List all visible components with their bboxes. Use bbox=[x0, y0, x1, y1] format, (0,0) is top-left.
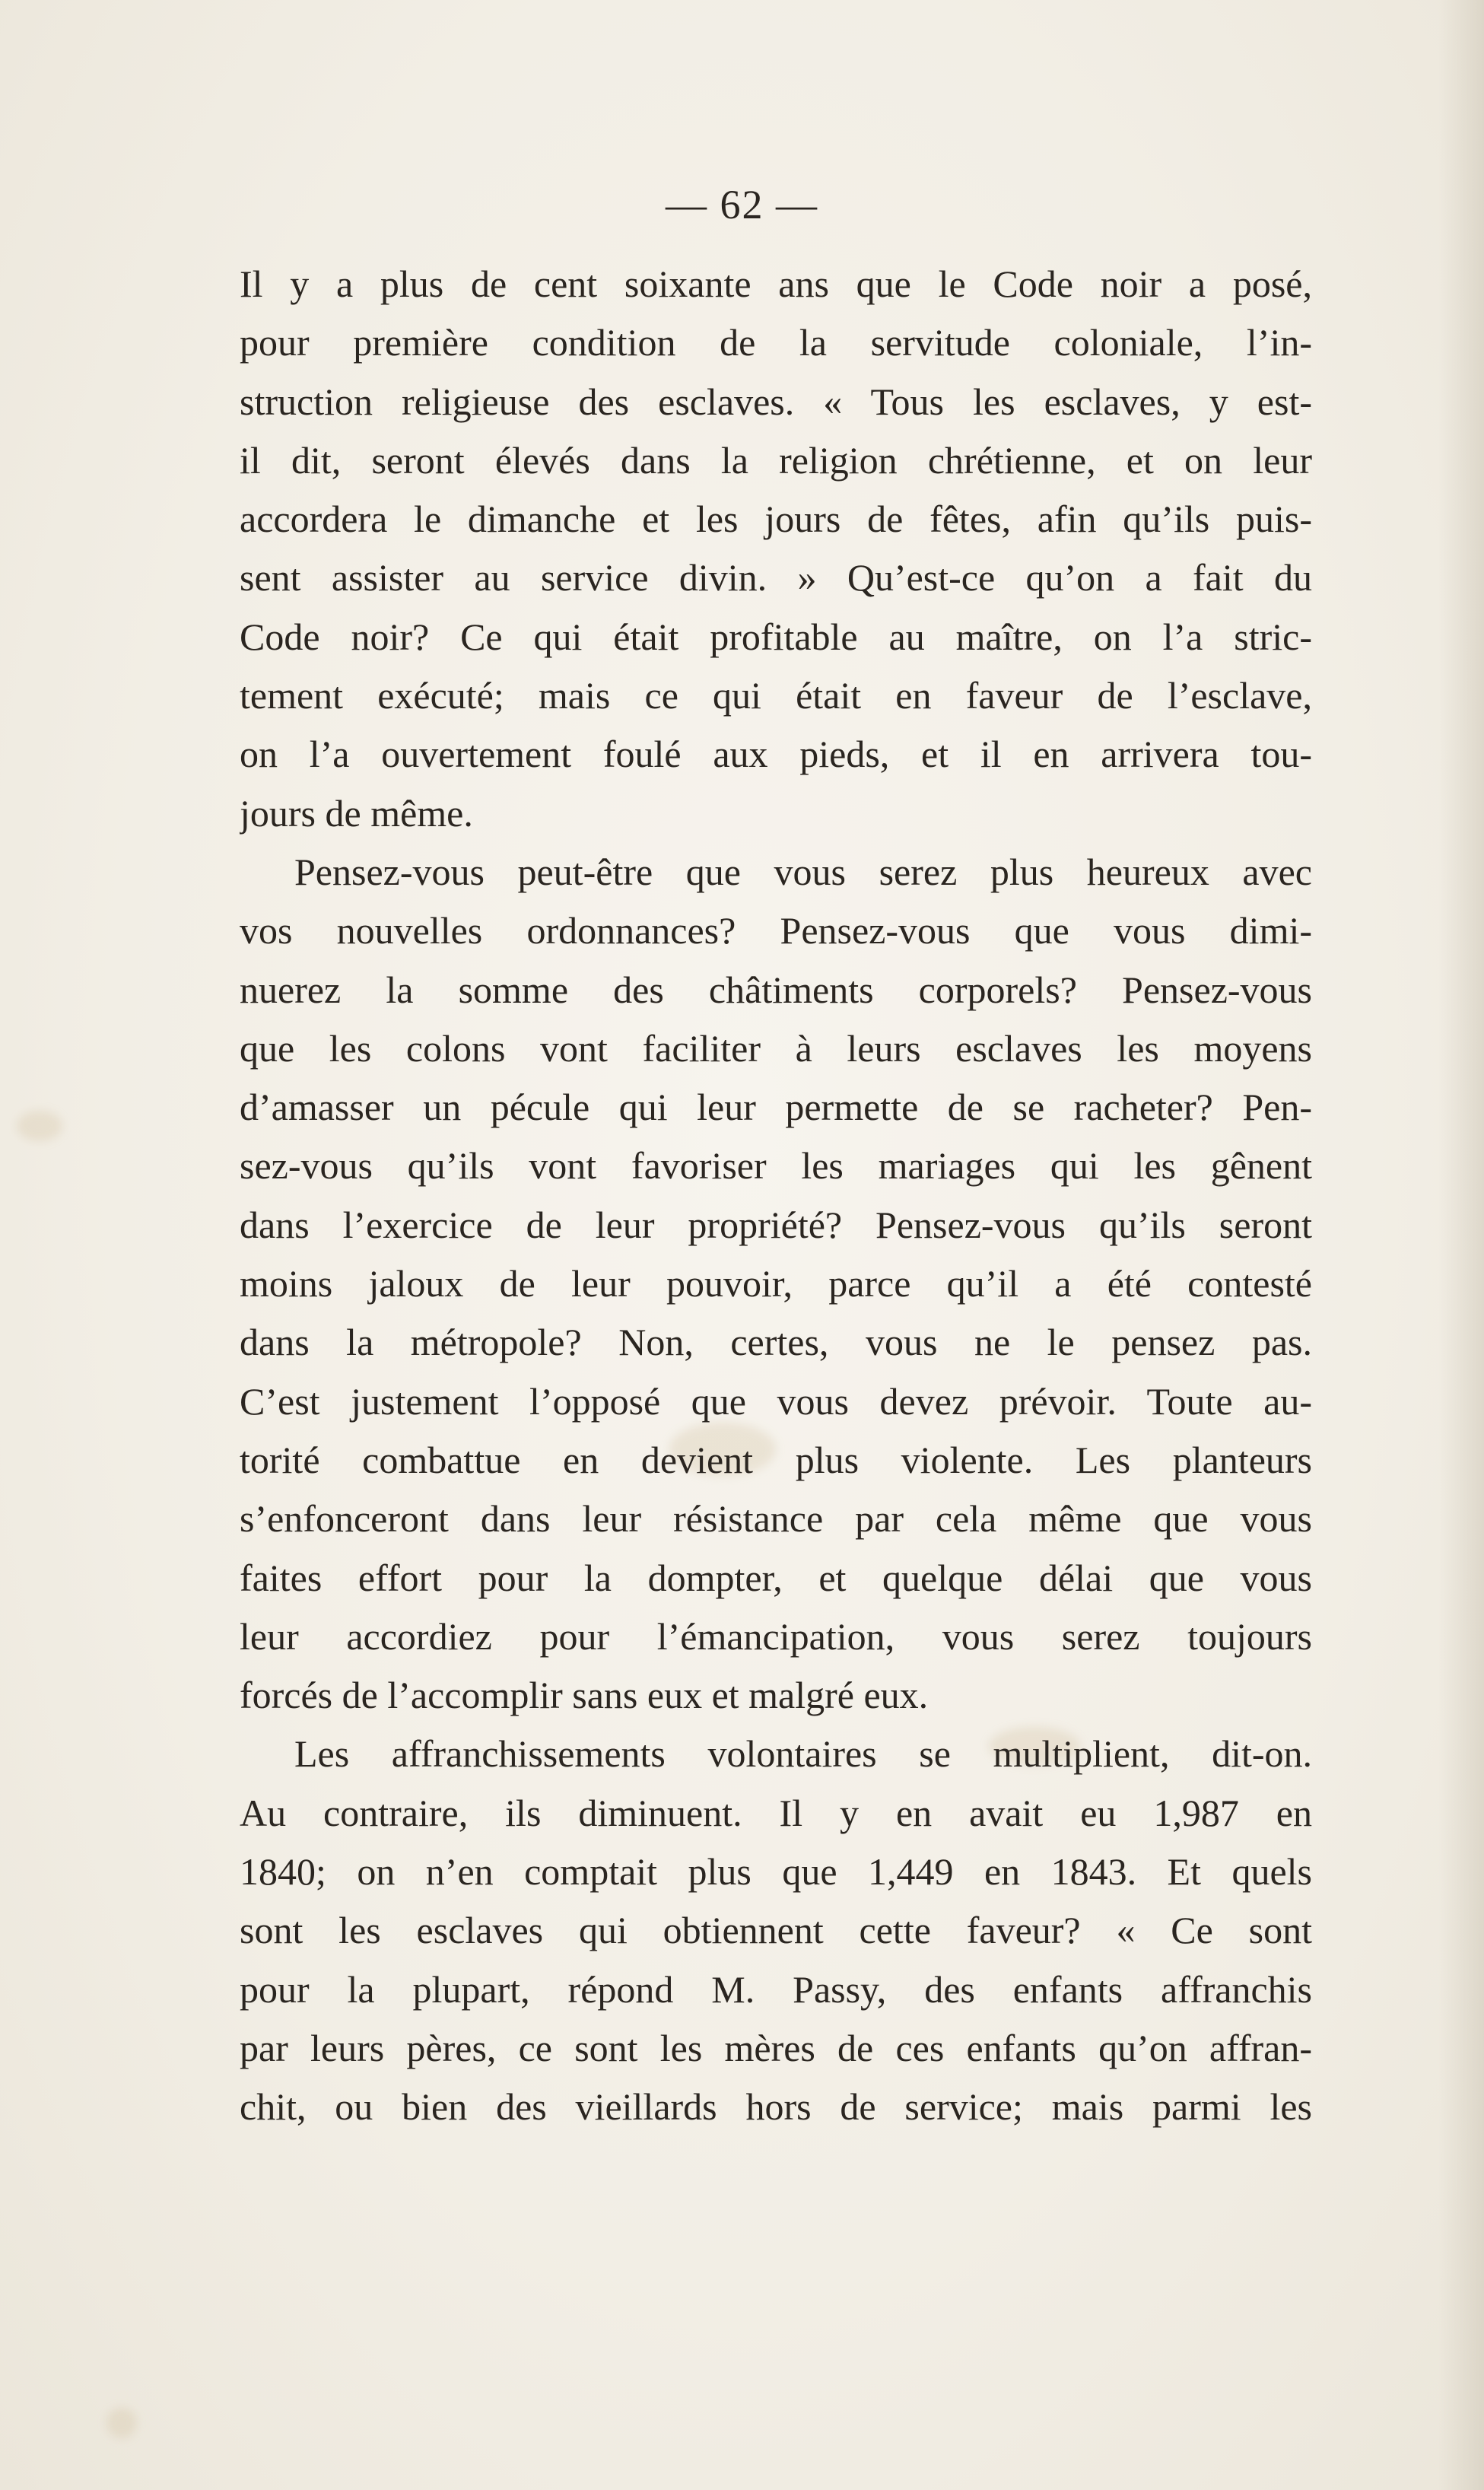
text-line: torité combattue en devient plus violente. Les planteurs bbox=[240, 1438, 1312, 1481]
paragraph-3 bbox=[240, 1725, 1312, 2136]
text-line: Les affranchissements volontaires se multiplient, dit-on. bbox=[294, 1732, 1312, 1776]
text-line: que les colons vont faciliter à leurs esclaves les moyens bbox=[240, 1026, 1312, 1070]
body-text bbox=[240, 255, 1312, 2137]
text-line: vos nouvelles ordonnances? Pensez-vous que vous dimi- bbox=[240, 909, 1312, 952]
text-line: on l’a ouvertement foulé aux pieds, et il en arrivera tou- bbox=[240, 733, 1312, 776]
text-line: struction religieuse des esclaves. « Tous les esclaves, y est- bbox=[240, 380, 1312, 423]
foxing-stain bbox=[106, 2408, 137, 2438]
paragraph-1 bbox=[240, 255, 1312, 843]
page-number: — 62 — bbox=[666, 182, 818, 227]
text-line: chit, ou bien des vieillards hors de service; mais parmi les bbox=[240, 2085, 1312, 2129]
text-line: nuerez la somme des châtiments corporels? Pensez-vous bbox=[240, 968, 1312, 1011]
text-line: leur accordiez pour l’émancipation, vous serez toujours bbox=[240, 1614, 1312, 1658]
text-line: moins jaloux de leur pouvoir, parce qu’il a été contesté bbox=[240, 1262, 1312, 1305]
text-line: il dit, seront élevés dans la religion chrétienne, et on leur bbox=[240, 438, 1312, 482]
text-line: Pensez-vous peut-être que vous serez plus heureux avec bbox=[294, 850, 1312, 893]
text-line: sent assister au service divin. » Qu’est-ce qu’on a fait du bbox=[240, 556, 1312, 599]
text-line: s’enfonceront dans leur résistance par cela même que vous bbox=[240, 1497, 1312, 1541]
text-line: C’est justement l’opposé que vous devez prévoir. Toute au- bbox=[240, 1379, 1312, 1423]
text-line: Code noir? Ce qui était profitable au maître, on l’a stric- bbox=[240, 615, 1312, 658]
text-line: dans la métropole? Non, certes, vous ne le pensez pas. bbox=[240, 1321, 1312, 1364]
text-line: tement exécuté; mais ce qui était en faveur de l’esclave, bbox=[240, 674, 1312, 717]
foxing-stain bbox=[17, 1111, 62, 1141]
text-line: d’amasser un pécule qui leur permette de se racheter? Pen- bbox=[240, 1086, 1312, 1129]
text-line: sez-vous qu’ils vont favoriser les mariages qui les gênent bbox=[240, 1144, 1312, 1188]
page-edge-shading bbox=[1438, 0, 1484, 2490]
text-line: par leurs pères, ce sont les mères de ces enfants qu’on affran- bbox=[240, 2026, 1312, 2069]
text-line: dans l’exercice de leur propriété? Pensez-vous qu’ils seront bbox=[240, 1203, 1312, 1246]
text-line: Il y a plus de cent soixante ans que le Code noir a posé, bbox=[240, 262, 1312, 305]
text-line: forcés de l’accomplir sans eux et malgré eux. bbox=[240, 1674, 929, 1717]
text-line: 1840; on n’en comptait plus que 1,449 en 1843. Et quels bbox=[240, 1850, 1312, 1894]
paragraph-2 bbox=[240, 843, 1312, 1725]
text-line: pour la plupart, répond M. Passy, des enfants affranchis bbox=[240, 1967, 1312, 2011]
text-line: sont les esclaves qui obtiennent cette faveur? « Ce sont bbox=[240, 1909, 1312, 1952]
text-line: Au contraire, ils diminuent. Il y en avait eu 1,987 en bbox=[240, 1791, 1312, 1834]
text-line: pour première condition de la servitude coloniale, l’in- bbox=[240, 321, 1312, 364]
text-line: jours de même. bbox=[240, 791, 473, 835]
text-line: faites effort pour la dompter, et quelque délai que vous bbox=[240, 1556, 1312, 1599]
text-line: accordera le dimanche et les jours de fêtes, afin qu’ils puis- bbox=[240, 498, 1312, 541]
